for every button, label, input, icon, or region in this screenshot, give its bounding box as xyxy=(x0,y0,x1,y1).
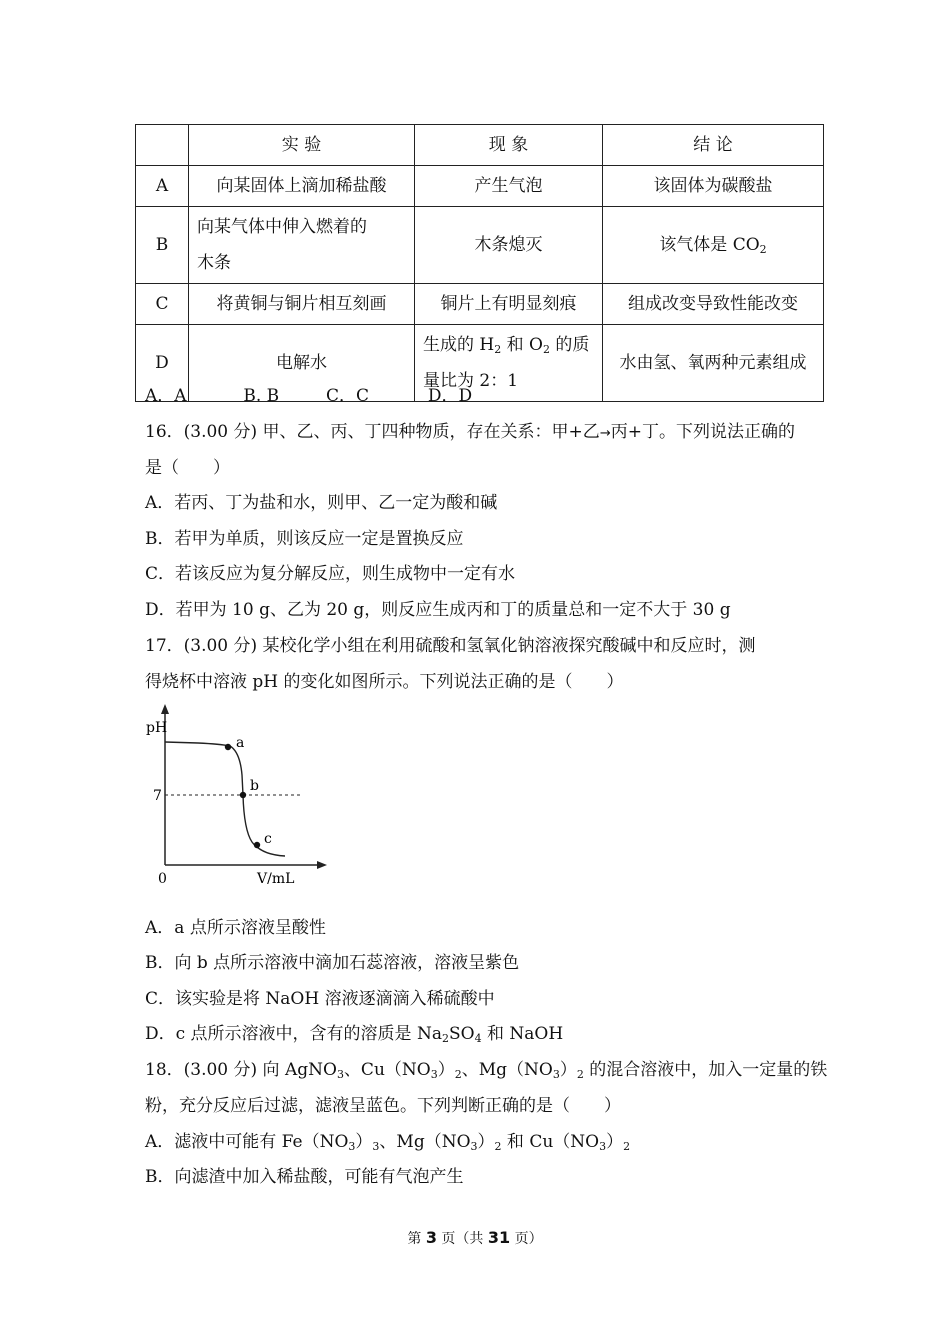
phenomenon-line xyxy=(423,327,596,363)
row-label: B xyxy=(136,207,189,284)
table-header-row xyxy=(136,125,824,166)
ph-graph xyxy=(140,700,340,890)
experiment-cell: 将黄铜与铜片相互刻画 xyxy=(189,284,415,325)
text-run: A．滤液中可能有 Fe（NO xyxy=(145,1132,349,1152)
q16-stem-line2: 是（ ） xyxy=(145,458,230,478)
table-header-cell: 结 论 xyxy=(603,125,824,166)
q16-option-b: B．若甲为单质，则该反应一定是置换反应 xyxy=(145,529,464,549)
table-row xyxy=(136,207,824,284)
text-run: 、Cu（NO xyxy=(343,1060,431,1080)
y-axis-arrow xyxy=(161,704,169,714)
experiment-cell xyxy=(189,207,415,284)
q17-option-d xyxy=(145,1022,563,1046)
option-b: B. B xyxy=(243,386,280,406)
row-label: A xyxy=(136,166,189,207)
q18-stem-line2: 粉，充分反应后过滤，滤液呈蓝色。下列判断正确的是（ ） xyxy=(145,1096,621,1116)
text-run: ） xyxy=(355,1132,373,1152)
phenomenon-cell: 铜片上有明显刻痕 xyxy=(415,284,603,325)
experiment-line: 木条 xyxy=(197,253,231,273)
conclusion-cell: 水由氢、氧两种元素组成 xyxy=(603,325,824,402)
text-run: 的混合溶液中，加入一定量的铁 xyxy=(583,1060,828,1080)
subscript: 3 xyxy=(430,1068,438,1081)
text-run: 16．(3.00 分) 甲、乙、丙、丁四种物质，存在关系：甲+乙 xyxy=(145,422,600,442)
phenomenon-cell: 木条熄灭 xyxy=(415,207,603,284)
y-axis-label: pH xyxy=(146,720,168,736)
q17-option-b: B．向 b 点所示溶液中滴加石蕊溶液，溶液呈紫色 xyxy=(145,953,520,973)
row-label: D xyxy=(136,325,189,402)
experiment-cell: 向某固体上滴加稀盐酸 xyxy=(189,166,415,207)
subscript: 3 xyxy=(599,1140,607,1153)
text-run: 、Mg（NO xyxy=(461,1060,553,1080)
arrow-icon: → xyxy=(599,426,611,441)
q18-stem-line1 xyxy=(145,1058,827,1082)
q17-option-c: C．该实验是将 NaOH 溶液逐滴滴入稀硫酸中 xyxy=(145,989,495,1009)
text-run: 和 NaOH xyxy=(481,1024,564,1044)
conclusion-cell xyxy=(603,207,824,284)
phenomenon-line: 量比为 2：1 xyxy=(423,371,519,391)
q17-option-a: A．a 点所示溶液呈酸性 xyxy=(145,918,326,938)
page-footer xyxy=(0,1228,950,1248)
footer-text: 页（共 xyxy=(436,1231,488,1247)
text-run: 、Mg（NO xyxy=(379,1132,471,1152)
text-run: ） xyxy=(606,1132,624,1152)
point-b xyxy=(240,792,246,798)
subscript: 2 xyxy=(759,243,767,256)
table-row xyxy=(136,166,824,207)
conclusion-cell: 组成改变导致性能改变 xyxy=(603,284,824,325)
page-total: 31 xyxy=(487,1228,511,1247)
text-run: ） xyxy=(477,1132,495,1152)
point-c xyxy=(254,842,260,848)
option-c: C．C xyxy=(325,386,369,406)
table-row xyxy=(136,284,824,325)
ph7-label: 7 xyxy=(153,788,162,804)
subscript: 3 xyxy=(336,1068,344,1081)
option-a: A．A xyxy=(145,386,187,406)
point-c-label: c xyxy=(264,831,272,847)
subscript: 2 xyxy=(494,343,502,356)
subscript: 2 xyxy=(494,1140,502,1153)
subscript: 2 xyxy=(576,1068,584,1081)
text-run: SO xyxy=(448,1024,475,1044)
table-header-cell: 现 象 xyxy=(415,125,603,166)
row-label: C xyxy=(136,284,189,325)
q18-option-b: B．向滤渣中加入稀盐酸，可能有气泡产生 xyxy=(145,1167,464,1187)
page-number: 3 xyxy=(425,1228,437,1247)
text-run: 和 O xyxy=(501,335,543,355)
subscript: 2 xyxy=(542,343,550,356)
table-header-cell: 实 验 xyxy=(189,125,415,166)
subscript: 2 xyxy=(441,1032,449,1045)
phenomenon-cell: 产生气泡 xyxy=(415,166,603,207)
text-run: 和 Cu（NO xyxy=(501,1132,600,1152)
experiment-table xyxy=(135,124,824,402)
footer-text: 页） xyxy=(510,1231,543,1247)
text-run: ） xyxy=(559,1060,577,1080)
text-run: 18．(3.00 分) 向 AgNO xyxy=(145,1060,337,1080)
subscript: 3 xyxy=(348,1140,356,1153)
experiment-cell: 电解水 xyxy=(189,325,415,402)
q17-stem-line2: 得烧杯中溶液 pH 的变化如图所示。下列说法正确的是（ ） xyxy=(145,672,624,692)
text-run: 生成的 H xyxy=(423,335,495,355)
footer-text: 第 xyxy=(407,1231,426,1247)
subscript: 2 xyxy=(454,1068,462,1081)
q15-options xyxy=(145,384,472,408)
q18-option-a xyxy=(145,1130,630,1154)
x-axis-label: V/mL xyxy=(257,871,295,887)
table-header-cell xyxy=(136,125,189,166)
subscript: 3 xyxy=(552,1068,560,1081)
experiment-line: 向某气体中伸入燃着的 xyxy=(197,217,367,237)
subscript: 4 xyxy=(474,1032,482,1045)
q16-option-d: D．若甲为 10 g、乙为 20 g，则反应生成丙和丁的质量总和一定不大于 30 g xyxy=(145,600,731,620)
q16-stem-line1 xyxy=(145,420,795,446)
point-a-label: a xyxy=(236,735,245,751)
option-d: D．D xyxy=(427,386,473,406)
text-run: ） xyxy=(437,1060,455,1080)
conclusion-cell: 该固体为碳酸盐 xyxy=(603,166,824,207)
subscript: 3 xyxy=(372,1140,380,1153)
text-run: 的质 xyxy=(549,335,590,355)
conclusion-text: 该气体是 CO xyxy=(659,235,760,255)
x-axis-arrow xyxy=(317,861,327,869)
point-b-label: b xyxy=(250,778,259,794)
subscript: 2 xyxy=(623,1140,631,1153)
origin-label: 0 xyxy=(158,871,167,887)
q16-option-c: C．若该反应为复分解反应，则生成物中一定有水 xyxy=(145,564,516,584)
text-run: 丙+丁。下列说法正确的 xyxy=(610,422,795,442)
q17-stem-line1: 17．(3.00 分) 某校化学小组在利用硫酸和氢氧化钠溶液探究酸碱中和反应时，测 xyxy=(145,636,756,656)
point-a xyxy=(225,744,231,750)
q16-option-a: A．若丙、丁为盐和水，则甲、乙一定为酸和碱 xyxy=(145,493,498,513)
text-run: D．c 点所示溶液中，含有的溶质是 Na xyxy=(145,1024,442,1044)
subscript: 3 xyxy=(470,1140,478,1153)
